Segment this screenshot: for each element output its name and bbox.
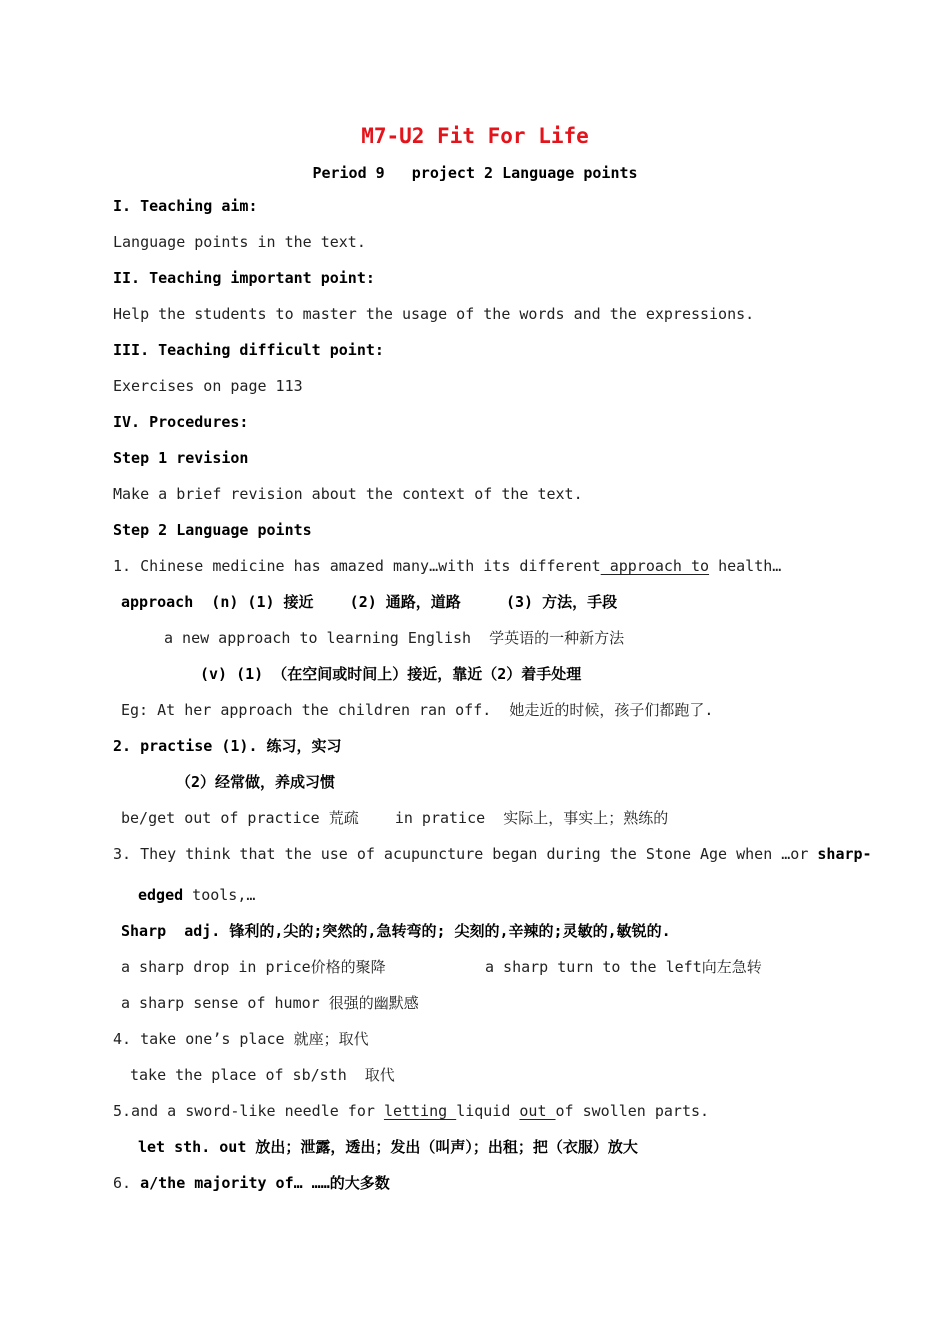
point-6-number: 6. bbox=[113, 1174, 141, 1192]
point-3-sentence-cont bbox=[138, 886, 255, 904]
point-5-keyword-1: letting bbox=[383, 1102, 457, 1120]
point-3-example-3: a sharp sense of humor 很强的幽默感 bbox=[121, 994, 419, 1012]
important-heading: II. Teaching important point: bbox=[113, 269, 375, 287]
difficult-text: Exercises on page 113 bbox=[113, 377, 303, 395]
aim-heading: I. Teaching aim: bbox=[113, 197, 258, 215]
point-1-text-end: health… bbox=[709, 557, 782, 575]
point-3-keyword: sharp- bbox=[817, 845, 872, 863]
point-5-text: 5.and a sword-like needle for bbox=[113, 1102, 384, 1120]
point-4: 4. take one’s place 就座；取代 bbox=[113, 1030, 369, 1048]
aim-text: Language points in the text. bbox=[113, 233, 366, 251]
step1-heading: Step 1 revision bbox=[113, 449, 249, 467]
procedures-heading: IV. Procedures: bbox=[113, 413, 249, 431]
document-subtitle: Period 9 project 2 Language points bbox=[312, 164, 638, 182]
difficult-heading: III. Teaching difficult point: bbox=[113, 341, 384, 359]
point-1-sentence bbox=[113, 557, 781, 575]
document-title: M7-U2 Fit For Life bbox=[361, 124, 589, 148]
point-5-definition: let sth. out 放出；泄露，透出；发出（叫声）；出租；把（衣服）放大 bbox=[138, 1138, 638, 1156]
point-5-keyword-2: out bbox=[519, 1102, 556, 1120]
point-3-example-1: a sharp drop in price价格的聚降 bbox=[121, 958, 386, 976]
step2-heading: Step 2 Language points bbox=[113, 521, 312, 539]
point-1-text: 1. Chinese medicine has amazed many…with its different bbox=[113, 557, 601, 575]
point-1-definition: approach (n) (1) 接近 (2) 通路，道路 (3) 方法，手段 bbox=[121, 593, 618, 611]
point-1-keyword: approach to bbox=[600, 557, 710, 575]
point-6-definition: a/the majority of… ……的大多数 bbox=[140, 1174, 390, 1192]
point-1-example: a new approach to learning English 学英语的一种新方法 bbox=[164, 629, 625, 647]
point-5-text-end: of swollen parts. bbox=[555, 1102, 710, 1120]
point-1-eg: Eg: At her approach the children ran off. 她走近的时候，孩子们都跑了. bbox=[121, 701, 714, 719]
point-1-verb-definition: (v) (1) （在空间或时间上）接近，靠近（2）着手处理 bbox=[200, 665, 582, 683]
point-3-sentence bbox=[113, 845, 872, 863]
point-4-example: take the place of sb/sth 取代 bbox=[130, 1066, 395, 1084]
point-3-example-2: a sharp turn to the left向左急转 bbox=[485, 958, 762, 976]
point-5-sentence bbox=[113, 1102, 709, 1120]
point-2-definition: 2. practise (1). 练习，实习 bbox=[113, 737, 342, 755]
point-5-text-mid: liquid bbox=[456, 1102, 520, 1120]
important-text: Help the students to master the usage of the words and the expressions. bbox=[113, 305, 755, 323]
point-3-keyword-cont: edged bbox=[138, 886, 184, 904]
point-2-example: be/get out of practice 荒疏 in pratice 实际上，事实上；熟练的 bbox=[121, 809, 669, 827]
point-3-text: 3. They think that the use of acupuncture began during the Stone Age when …or bbox=[113, 845, 809, 863]
point-3-text-end: tools,… bbox=[183, 886, 256, 904]
point-3-definition: Sharp adj. 锋利的,尖的;突然的,急转弯的; 尖刻的,辛辣的;灵敏的,敏锐的. bbox=[121, 922, 671, 940]
point-6 bbox=[113, 1174, 390, 1192]
point-2-definition-2: （2）经常做，养成习惯 bbox=[176, 773, 336, 791]
step1-text: Make a brief revision about the context of the text. bbox=[113, 485, 583, 503]
